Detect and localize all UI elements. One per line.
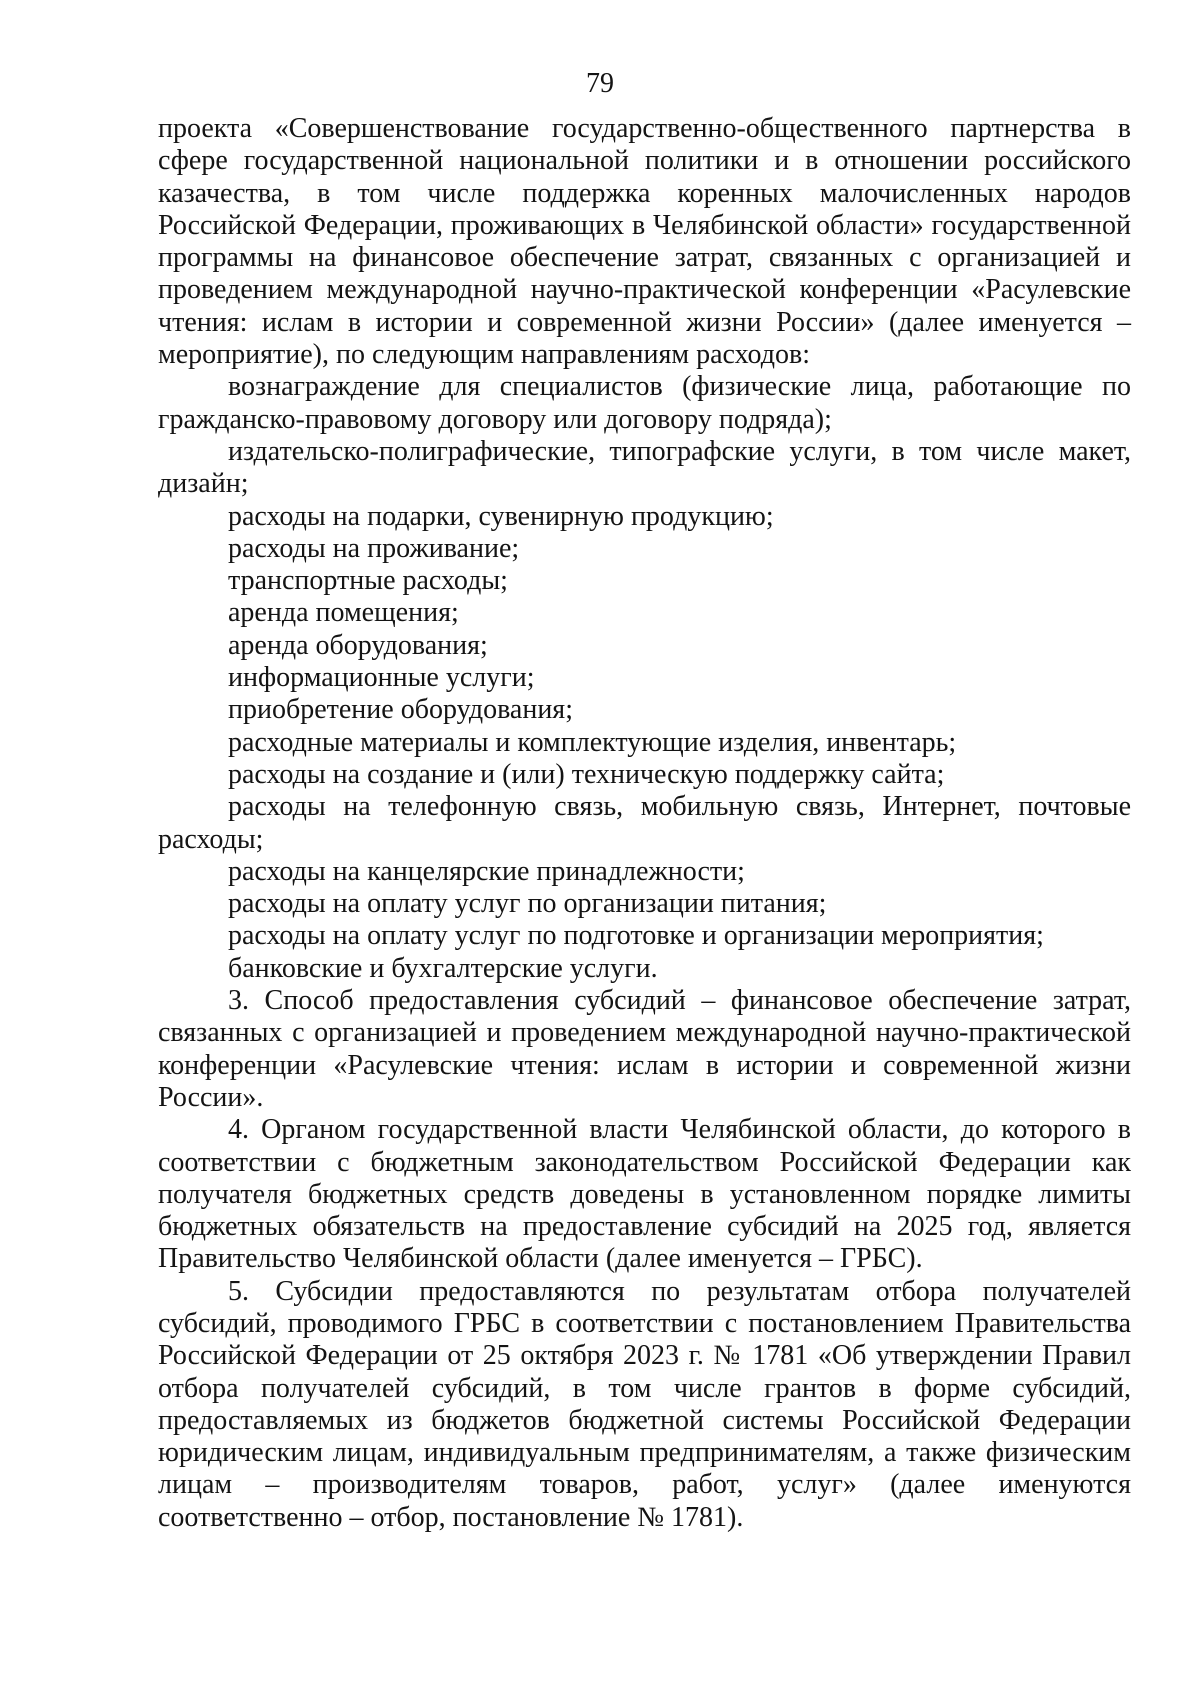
page-number: 79	[586, 68, 614, 99]
clause-5: 5. Субсидии предоставляются по результатам отбора получателей субсидий, проводимого ГРБС в соответствии с постановлением Правительства Российской Федерации от 25 октября 2023 г. № 1781 «Об утверждении Правил отбора получателей субсидий, в том числе грантов в форме субсидий, предоставляемых из бюджетов бюджетной системы Российской Федерации юридическим лицам, индивидуальным предпринимателям, а также физическим лицам – производителям товаров, работ, услуг» (далее именуются соответственно – отбор, постановление № 1781).	[158, 1275, 1131, 1533]
document-body	[158, 113, 1131, 1534]
expense-item-website: расходы на создание и (или) техническую поддержку сайта;	[228, 758, 945, 790]
expense-item-banking: банковские и бухгалтерские услуги.	[228, 952, 658, 984]
expense-item-specialists-fee: вознаграждение для специалистов (физические лица, работающие по гражданско-правовому договору или договору подряда);	[158, 371, 1131, 435]
expense-item-printing: издательско-полиграфические, типографские услуги, в том числе макет, дизайн;	[158, 435, 1131, 500]
expense-item-communications: расходы на телефонную связь, мобильную связь, Интернет, почтовые расходы;	[158, 791, 1131, 855]
expense-item-accommodation: расходы на проживание;	[228, 532, 520, 564]
expense-item-transport: транспортные расходы;	[228, 565, 508, 597]
expense-item-catering: расходы на оплату услуг по организации питания;	[228, 888, 827, 920]
expense-item-stationery: расходы на канцелярские принадлежности;	[228, 855, 745, 887]
clause-4: 4. Органом государственной власти Челябинской области, до которого в соответствии с бюджетным законодательством Российской Федерации как получателя бюджетных средств доведены в установленном порядке лимиты бюджетных обязательств на предоставление субсидий на 2025 год, является Правительство Челябинской области (далее именуется – ГРБС).	[158, 1114, 1131, 1275]
expense-item-gifts: расходы на подарки, сувенирную продукцию;	[228, 500, 774, 532]
clause-3: 3. Способ предоставления субсидий – финансовое обеспечение затрат, связанных с организацией и проведением международной научно-практической конференции «Расулевские чтения: ислам в истории и современной жизни России».	[158, 985, 1131, 1113]
paragraph-intro: проекта «Совершенствование государственно-общественного партнерства в сфере государственной национальной политики и в отношении российского казачества, в том числе поддержка коренных малочисленных народов Российской Федерации, проживающих в Челябинской области» государственной программы на финансовое обеспечение затрат, связанных с организацией и проведением международной научно-практической конференции «Расулевские чтения: ислам в истории и современной жизни России» (далее именуется – мероприятие), по следующим направлениям расходов:	[158, 113, 1131, 371]
expense-item-information-services: информационные услуги;	[228, 662, 535, 694]
expense-item-equipment-purchase: приобретение оборудования;	[228, 694, 573, 726]
expense-item-equipment-rent: аренда оборудования;	[228, 629, 488, 661]
expense-item-premises-rent: аренда помещения;	[228, 597, 459, 629]
expense-item-materials: расходные материалы и комплектующие изделия, инвентарь;	[228, 726, 957, 758]
expense-item-event-organization: расходы на оплату услуг по подготовке и организации мероприятия;	[228, 920, 1044, 952]
